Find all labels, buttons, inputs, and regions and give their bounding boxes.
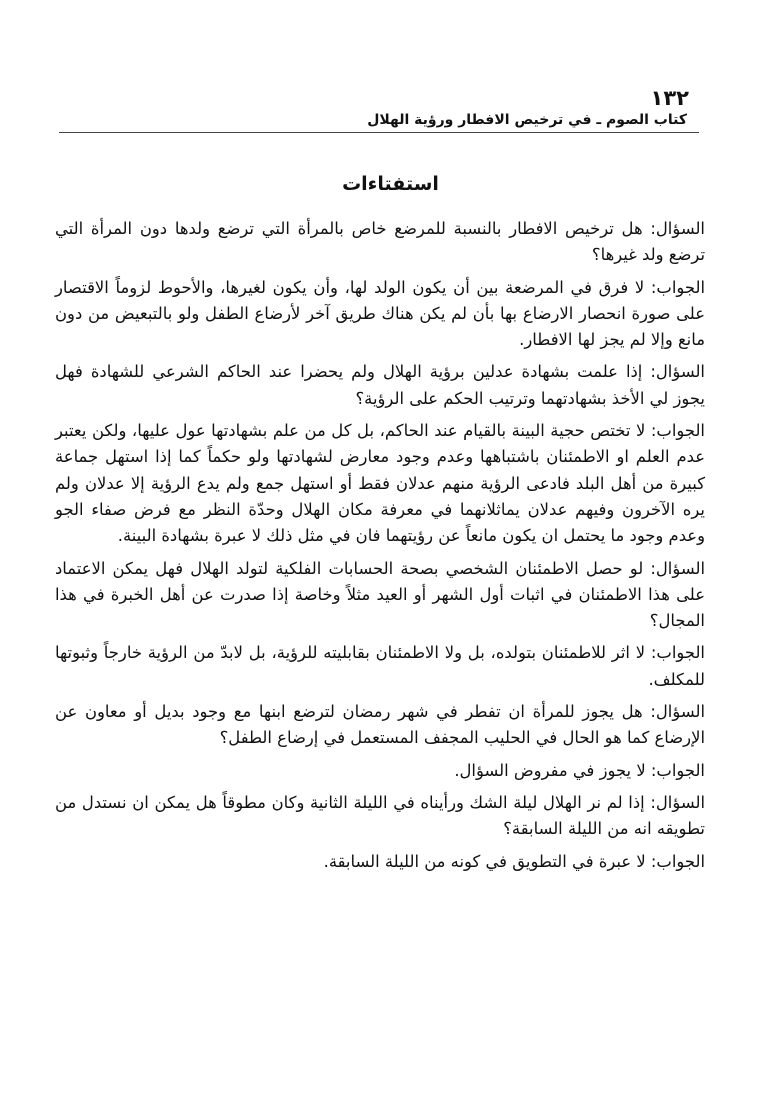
section-title: استفتاءات [342,173,439,195]
question-paragraph: السؤال: هل ترخيص الافطار بالنسبة للمرضع خاص بالمرأة التي ترضع ولدها دون المرأة التي ترضع ولد غيرها؟ [55,219,705,265]
question-paragraph: السؤال: إذا لم نر الهلال ليلة الشك ورأيناه في الليلة الثانية وكان مطوقاً هل يمكن ان نستدل من تطويقه انه من الليلة السابقة؟ [55,792,705,839]
header-divider [59,132,699,133]
question-paragraph: السؤال: إذا علمت بشهادة عدلين برؤية الهلال ولم يحضرا عند الحاكم الشرعي للشهادة فهل يجوز لي الأخذ بشهادتهما وترتيب الحكم على الرؤية؟ [55,362,705,408]
answer-paragraph: الجواب: لا فرق في المرضعة بين أن يكون الولد لها، وأن يكون لغيرها، والأحوط لزوماً الاقتصار على صورة انحصار الارضاع بها بأن لم يكن هناك طريق آخر لأرضاع الطفل ولو بالتبعيض من دون مانع وإلا لم يجز لها الافطار. [55,277,705,350]
answer-paragraph: الجواب: لا عبرة في التطويق في كونه من الليلة السابقة. [323,851,705,871]
question-paragraph: السؤال: لو حصل الاطمئنان الشخصي بصحة الحسابات الفلكية لتولد الهلال فهل يمكن الاعتماد على هذا الاطمئنان في اثبات أول الشهر أو العيد مثلاً وخاصة إذا صدرت عن أهل الخبرة في هذا المجال؟ [55,558,705,631]
page-number: ١٣٢ [650,86,689,110]
running-header: كتاب الصوم ـ في ترخيص الافطار ورؤية الهلال [367,112,687,128]
answer-paragraph: الجواب: لا يجوز في مفروض السؤال. [454,760,705,780]
answer-paragraph: الجواب: لا تختص حجية البينة بالقيام عند الحاكم، بل كل من علم بشهادتها عول عليها، ولكن يعتبر عدم العلم او الاطمئنان باشتباهها وعدم وجود معارض لشهادتها ولو حكماً كما إذا استهل جماعة كبيرة من أهل البلد فادعى الرؤية منهم عدلان فقط أو استهل جمع ولم يدع الرؤية إلا عدلان ولم يره الآخرون وفيهم عدلان يماثلانهما في معرفة مكان الهلال وحدّة النظر مع فرض صفاء الجو وعدم وجود ما يحتمل ان يكون مانعاً عن رؤيتهما فان في مثل ذلك لا عبرة بشهادة البينة. [55,421,705,546]
question-paragraph: السؤال: هل يجوز للمرأة ان تفطر في شهر رمضان لترضع ابنها مع وجود بديل أو معاون عن الإرضاع كما هو الحال في الحليب المجفف المستعمل في إرضاع الطفل؟ [55,702,705,748]
answer-paragraph: الجواب: لا اثر للاطمئنان بتولده، بل ولا الاطمئنان بقابليته للرؤية، بل لابدّ من الرؤية خارجاً وثبوتها للمكلف. [55,643,705,689]
qa-content [55,216,705,881]
